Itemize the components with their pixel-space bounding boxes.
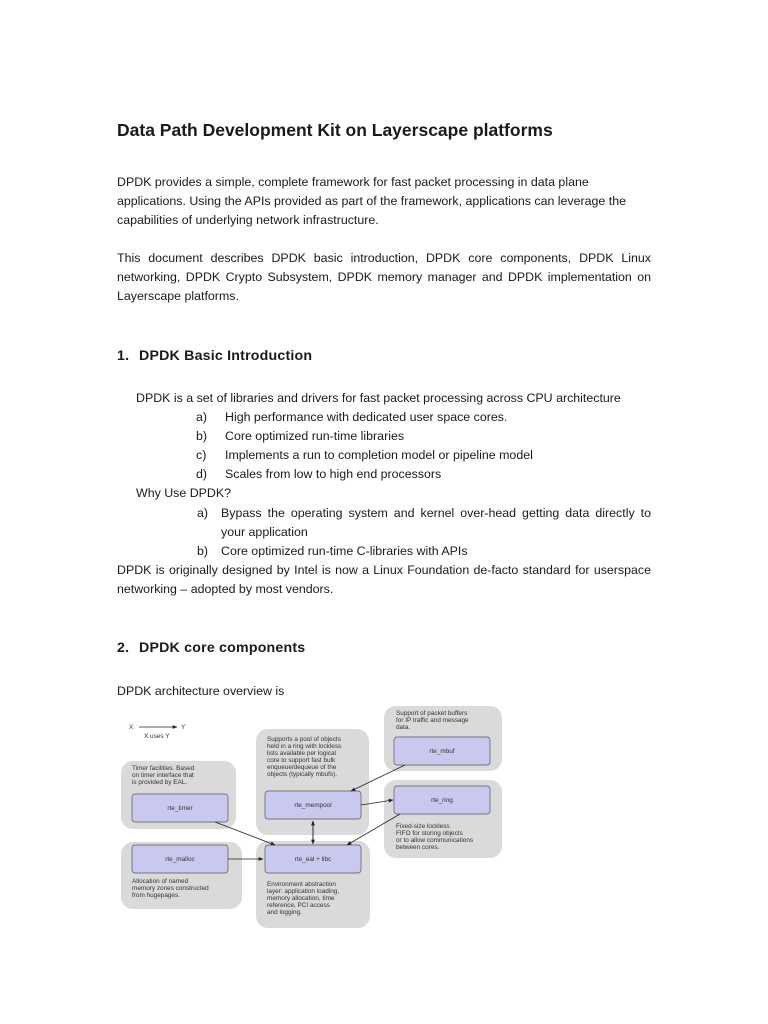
- rte-ring-label: rte_ring: [431, 797, 453, 804]
- section-2-heading: [117, 640, 305, 656]
- dpdk-architecture-diagram: [115, 700, 510, 932]
- legend-y: Y: [181, 724, 186, 731]
- rte-eal-libc-label: rte_eal + libc: [294, 856, 332, 863]
- mempool-description: Supports a pool of objects held in a ring with lockless lists available per logical core to support fast bulk enqueue/dequeue of the objects (typically mbufs).: [267, 736, 342, 778]
- mbuf-description: Support of packet buffers for IP traffic and message data.: [396, 710, 469, 731]
- list-marker: d): [196, 467, 208, 481]
- rte-mempool-label: rte_mempool: [294, 802, 332, 809]
- list-item: Core optimized run-time libraries: [225, 429, 405, 443]
- rte-malloc-label: rte_malloc: [165, 856, 195, 863]
- section-number: 2.: [117, 640, 130, 656]
- list-marker: a): [196, 410, 208, 424]
- section-number: 1.: [117, 348, 130, 364]
- mempool-group: [256, 729, 369, 835]
- rte-mbuf-label: rte_mbuf: [429, 748, 455, 755]
- timer-description: Timer facilities. Based on timer interface that is provided by EAL.: [132, 765, 195, 786]
- list-item: Bypass the operating system and kernel over-head getting data directly to: [221, 506, 651, 520]
- list-marker: a): [197, 506, 209, 520]
- ring-group: [384, 780, 502, 858]
- section-2-lead: DPDK architecture overview is: [117, 684, 285, 698]
- diagram-legend: [129, 724, 186, 740]
- list-item: High performance with dedicated user space cores.: [225, 410, 508, 424]
- list-item-continuation: your application: [221, 525, 308, 539]
- intro-line: applications. Using the APIs provided as part of the framework, applications can leverage the: [117, 194, 626, 208]
- eal-group: [256, 841, 370, 928]
- section-1-heading: [117, 348, 312, 364]
- closing-paragraph: [117, 561, 651, 599]
- malloc-description: Allocation of named memory zones constructed from hugepages.: [132, 878, 209, 899]
- list-item: Implements a run to completion model or pipeline model: [225, 448, 533, 462]
- intro-line: DPDK provides a simple, complete framework for fast packet processing in data plane: [117, 175, 589, 189]
- rte-timer-label: rte_timer: [167, 805, 193, 812]
- section-1-lead: DPDK is a set of libraries and drivers for fast packet processing across CPU architecture: [136, 391, 621, 405]
- why-use-heading: Why Use DPDK?: [136, 486, 232, 500]
- list-item: Scales from low to high end processors: [225, 467, 442, 481]
- list-item: Core optimized run-time C-libraries with APIs: [221, 544, 468, 558]
- list-marker: b): [196, 429, 208, 443]
- intro-line: capabilities of underlying network infrastructure.: [117, 213, 379, 227]
- closing-line: DPDK is originally designed by Intel is now a Linux Foundation de-facto standard for userspace: [117, 563, 651, 577]
- legend-caption: X uses Y: [144, 733, 170, 740]
- list-marker: c): [196, 448, 207, 462]
- mbuf-group: [384, 706, 502, 771]
- scope-paragraph: This document describes DPDK basic introduction, DPDK core components, DPDK Linux networking, DPDK Crypto Subsystem, DPDK memory manager and DPDK implementation on Layerscape platforms.: [117, 251, 651, 303]
- legend-x: X: [129, 724, 134, 731]
- section-title: DPDK Basic Introduction: [139, 348, 313, 364]
- eal-description: Environment abstraction layer: application loading, memory allocation, time reference, PCI access and logging.: [267, 881, 340, 916]
- timer-group: [121, 761, 236, 829]
- intro-paragraph: [117, 173, 651, 230]
- closing-line: networking – adopted by most vendors.: [117, 582, 334, 596]
- page-title: Data Path Development Kit on Layerscape platforms: [117, 120, 553, 140]
- list-marker: b): [197, 544, 209, 558]
- ring-description: Fixed-size lockless FIFO for storing objects or to allow communications between cores.: [396, 823, 474, 851]
- malloc-group: [121, 842, 242, 909]
- section-title: DPDK core components: [139, 640, 306, 656]
